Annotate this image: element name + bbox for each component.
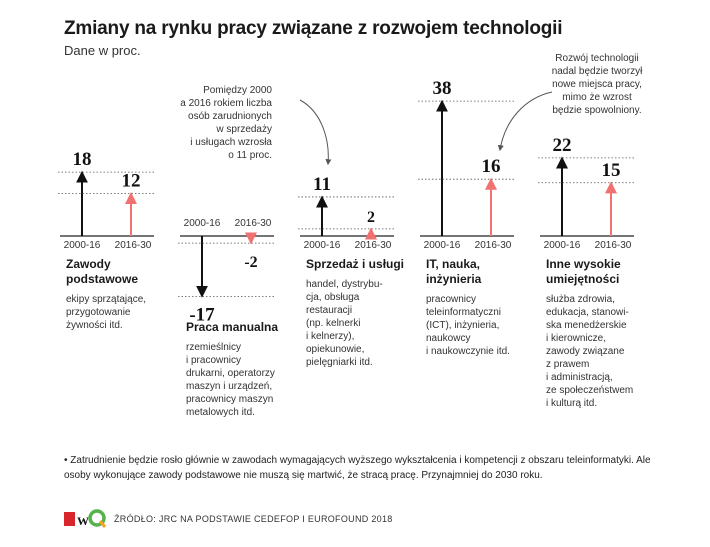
- chart-title: Zmiany na rynku pracy związane z rozwojem technologii: [64, 18, 563, 39]
- data-label: 2: [367, 208, 375, 226]
- category-description: rzemieślnicy i pracownicy drukarni, operatorzy maszyn i urządzeń, pracownicy maszyn metalowych itd.: [186, 342, 275, 418]
- logo-letter: W: [77, 514, 89, 528]
- period-label: 2016-30: [354, 240, 392, 251]
- period-label: 2000-16: [63, 240, 101, 251]
- data-label: 16: [481, 156, 501, 178]
- period-label: 2000-16: [423, 240, 461, 251]
- category-title: Praca manualna: [186, 320, 279, 334]
- period-label: 2000-16: [183, 218, 221, 229]
- period-label: 2016-30: [114, 240, 152, 251]
- data-label: 11: [313, 173, 331, 195]
- period-label: 2016-30: [234, 218, 272, 229]
- category-description: służba zdrowia, edukacja, stanowi- ska menedżerskie i kierownicze, zawody związane z prawem i administracją, ze społeczeństwem i kulturą itd.: [546, 294, 634, 409]
- period-label: 2016-30: [474, 240, 512, 251]
- category-title: IT, nauka, inżynieria: [426, 257, 482, 286]
- data-label: -2: [244, 254, 258, 272]
- logo-red-block: [64, 512, 75, 526]
- data-label: -17: [189, 304, 215, 326]
- publisher-logo: [64, 508, 108, 528]
- category-title: Sprzedaż i usługi: [306, 257, 405, 271]
- category-description: ekipy sprzątające, przygotowanie żywności itd.: [66, 294, 147, 331]
- data-label: 15: [601, 159, 621, 181]
- period-label: 2000-16: [303, 240, 341, 251]
- data-label: 12: [121, 170, 141, 192]
- period-label: 2000-16: [543, 240, 581, 251]
- annotation-arrow-sales: [300, 100, 328, 164]
- category-description: handel, dystrybu- cja, obsługa restauracji (np. kelnerki i kelnerzy), opiekunowie, pielęgniarki itd.: [306, 279, 383, 368]
- data-label: 38: [432, 78, 452, 100]
- source-text: ŹRÓDŁO: JRC NA PODSTAWIE CEDEFOP I EUROFOUND 2018: [114, 514, 393, 524]
- category-title: Zawody podstawowe: [66, 257, 139, 286]
- data-label: 18: [72, 149, 92, 171]
- category-title: Inne wysokie umiejętności: [546, 257, 621, 286]
- period-label: 2016-30: [594, 240, 632, 251]
- footnote: • Zatrudnienie będzie rosło głównie w zawodach wymagających wyższego wykształcenia i kompetencji z obszaru teleinformatyki. Ale osoby wykonujące zawody podstawowe nie muszą się martwić, że stracą pracę. Przynajmniej do 2030 roku.: [64, 455, 651, 481]
- annotation-it: Rozwój technologii nadal będzie tworzył nowe miejsca pracy, mimo że wzrost będzie spowolniony.: [551, 53, 643, 116]
- data-label: 22: [552, 134, 572, 156]
- annotation-sales: Pomiędzy 2000 a 2016 rokiem liczba osób zarudnionych w sprzedaży i usługach wzrosła o 11 proc.: [180, 85, 272, 161]
- chart-subtitle: Dane w proc.: [64, 43, 141, 58]
- category-description: pracownicy teleinformatyczni (ICT), inżynieria, naukowcy i naukowczynie itd.: [426, 294, 510, 357]
